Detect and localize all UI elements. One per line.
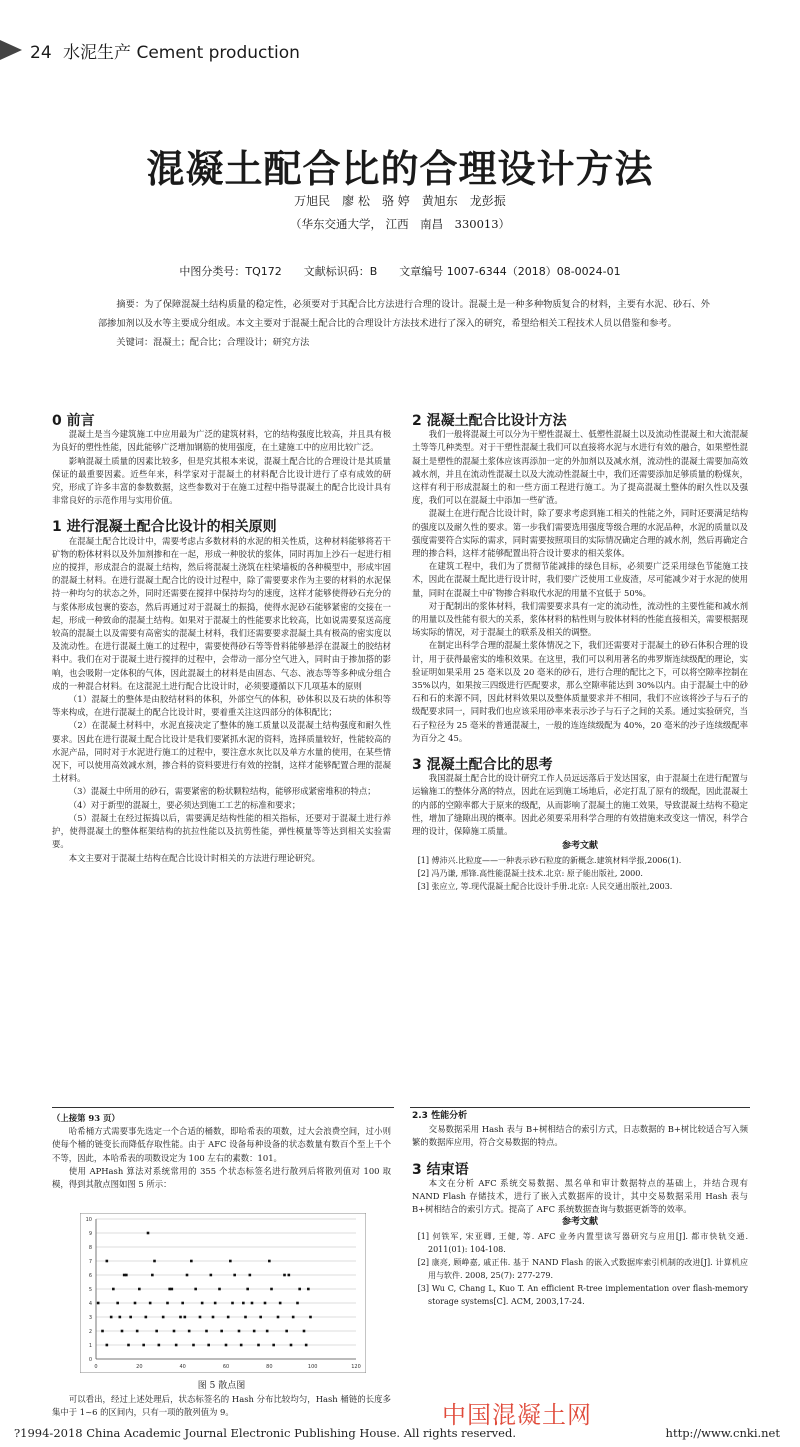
data-point (292, 1316, 295, 1319)
data-point (127, 1344, 130, 1347)
x-tick-label: 100 (307, 1364, 318, 1370)
data-point (125, 1274, 128, 1277)
data-point (188, 1330, 191, 1333)
page-number: 24 (30, 43, 52, 63)
data-point (129, 1316, 132, 1319)
y-tick-label: 4 (88, 1301, 92, 1307)
y-tick-label: 3 (88, 1315, 92, 1321)
data-point (205, 1330, 208, 1333)
data-point (173, 1330, 176, 1333)
data-point (225, 1344, 228, 1347)
scatter-chart (80, 1213, 366, 1373)
data-point (116, 1302, 119, 1305)
data-point (242, 1302, 245, 1305)
data-point (134, 1302, 137, 1305)
data-point (97, 1302, 100, 1305)
affiliation: （华东交通大学， 江西 南昌 330013） (289, 217, 511, 231)
data-point (227, 1316, 230, 1319)
data-point (162, 1316, 165, 1319)
paragraph: 我们一般将混凝土可以分为干塑性混凝土、低塑性混凝土以及流动性混凝土和大流混凝土等等几种类型。对于干塑性混凝土我们可以直接将水泥与水进行有效的融合，如果塑性混凝土是塑性的混凝土浆体应该再添加一定的外加剂以及减水剂，流动性的混凝土需要加高效减水剂，并且在流动性混凝土以及大流动性混凝土中，我们还需要添加足够质量的粉煤灰，这样有利于形成混凝土的和一些方面工程进行施工。为了提高混凝土整体的耐久性以及强度，我们可以在混凝土中添加一些矿渣。 (412, 429, 748, 506)
data-point (285, 1330, 288, 1333)
data-point (147, 1232, 150, 1235)
x-tick-label: 120 (351, 1364, 361, 1370)
data-point (142, 1344, 145, 1347)
data-point (309, 1316, 312, 1319)
section-divider (410, 1107, 750, 1108)
header-tab-marker (0, 40, 22, 60)
paragraph: （4）对于新型的混凝土，要必须达到施工工艺的标准和要求； (68, 799, 301, 810)
data-point (181, 1302, 184, 1305)
paragraph: 在制定出科学合理的混凝土浆体情况之下，我们还需要对于混凝土的砂石体积合理的设计，用于获得最密实的堆积效果。在这里，我们可以利用著名的弗罗斯连续级配的理论，实验证明如果采用 25 毫米以及 20 毫米的砂石，进行合理的配比之下，可以将空隙率控制在 35%以内，如果按三四级进行匹配要求，那么空隙率能达到 30%以内。由于混凝土中的砂石和石的来源不同，因此材料效果以及整体质量要求并不相同，我们不应该将沙子与石子的级配要求同一，同时我们也应该采用砂率来表示沙子与石子之间的关系。通过实验研究，当石子粒径为 25 毫米的普通混凝土，一般的连连续级配为 40%，20 毫米的沙子连续级配率为百分之 45。 (412, 640, 748, 743)
y-tick-label: 7 (88, 1259, 92, 1265)
data-point (190, 1260, 193, 1263)
references-heading: 参考文献 (561, 1217, 598, 1228)
continued-label: （上接第 93 页） (52, 1113, 120, 1123)
data-point (112, 1288, 115, 1291)
abstract (98, 295, 710, 352)
section-divider (52, 1107, 394, 1108)
y-tick-label: 10 (85, 1217, 92, 1223)
x-tick-label: 20 (136, 1364, 143, 1370)
data-point (207, 1344, 210, 1347)
classification-line: 中图分类号：TQ172 文献标识码：B 文章编号 1007-6344（2018）08-0024-01 (179, 265, 621, 278)
data-point (307, 1288, 310, 1291)
paragraph: 影响混凝土质量的因素比较多，但是究其根本来说，混凝土配合比的合理设计是其质量保证的最重要因素。近些年来，科学家对于混凝土的材料配合比设计进行了卓有成效的研究，形成了许多丰富的参数数据，这些参数对于在施工过程中指导混凝土的配合比设计具有非常良好的示范作用与实用价值。 (52, 455, 391, 506)
paragraph: 本文在分析 AFC 系统交易数据、黑名单和审计数据特点的基础上，并结合现有 NAND Flash 存储技术，进行了嵌入式数据库的设计，其中交易数据采用 Hash 表与 B+树相结合的索引方式。提高了 AFC 系统数据查询与数据更新等的效率。 (412, 1177, 748, 1215)
data-point (194, 1288, 197, 1291)
data-point (277, 1316, 280, 1319)
data-point (218, 1288, 221, 1291)
data-point (296, 1302, 299, 1305)
data-point (158, 1344, 161, 1347)
data-point (229, 1260, 232, 1263)
paragraph: 我国混凝土配合比的设计研究工作人员远远落后于发达国家，由于混凝土在进行配置与运输施工的整体分离的特点，因此在运到施工场地后，必定打乱了原有的级配，因此混凝土的内部的空隙率都大于原来的级配，从而影响了混凝土的施工效果，导致混凝土结构不稳定性，增加了缝隙出现的概率。因此必须要采用科学合理的有效措施来改变这一情况，科学合理的设计，保障施工质量。 (412, 773, 748, 837)
section-1-heading: 1 进行混凝土配合比设计的相关原则 (52, 519, 277, 536)
data-point (138, 1288, 141, 1291)
data-point (279, 1302, 282, 1305)
data-point (298, 1288, 301, 1291)
data-point (145, 1316, 148, 1319)
y-tick-label: 8 (88, 1245, 92, 1251)
data-point (179, 1316, 182, 1319)
x-tick-label: 80 (266, 1364, 273, 1370)
paragraph: 使用 APHash 算法对系统常用的 355 个状态标签名进行散列后将散列值对 100 取模，得到其散点图如图 5 所示： (52, 1165, 391, 1190)
site-url: http://www.cnki.net (665, 1426, 780, 1440)
subsection-heading: 2.3 性能分析 (412, 1111, 468, 1121)
page-header (30, 38, 300, 63)
paragraph: 本文主要对于混凝土结构在配合比设计时相关的方法进行理论研究。 (68, 852, 321, 863)
reference-item: [3] 张应立, 等.现代混凝土配合比设计手册.北京: 人民交通出版社,2003. (417, 881, 673, 891)
data-point (270, 1288, 273, 1291)
data-point (153, 1260, 156, 1263)
data-point (244, 1316, 247, 1319)
paragraph: 混凝土是当今建筑施工中应用最为广泛的建筑材料，它的结构强度比较高，并且具有极为良好的塑性性能，因此能够广泛增加钢筋的使用强度，在土建施工中的应用比较广泛。 (52, 429, 391, 453)
data-point (186, 1274, 189, 1277)
journal-name: 水泥生产 Cement production (63, 43, 300, 63)
y-tick-label: 5 (88, 1287, 92, 1293)
data-point (212, 1316, 215, 1319)
data-point (149, 1302, 152, 1305)
continued-left-column-bottom (52, 1393, 391, 1419)
x-tick-label: 40 (179, 1364, 186, 1370)
data-point (288, 1274, 291, 1277)
data-point (303, 1330, 306, 1333)
data-point (266, 1330, 269, 1333)
data-point (199, 1316, 202, 1319)
paragraph: （1）混凝土的整体是由胶结材料的体积，外部空气的体积，砂体积以及石块的体积等等来构成，在进行混凝土的配合比设计时，要着重关注这四部分的体积配比； (52, 694, 391, 718)
figure-caption: 图 5 散点图 (197, 1381, 246, 1391)
continued-left-column (52, 1112, 391, 1191)
data-point (264, 1302, 267, 1305)
data-point (305, 1344, 308, 1347)
y-tick-label: 0 (88, 1357, 92, 1363)
data-point (119, 1316, 122, 1319)
data-point (106, 1344, 109, 1347)
reference-item: [1] 何铁军, 宋亚卿, 王健, 等. AFC 业务内置型读写器研究与应用[J]. 都市快轨交通. 2011(01): 104-108. (417, 1231, 748, 1254)
x-tick-label: 0 (94, 1364, 98, 1370)
data-point (259, 1316, 262, 1319)
data-point (220, 1330, 223, 1333)
data-point (257, 1344, 260, 1347)
data-point (290, 1344, 293, 1347)
y-tick-label: 2 (88, 1329, 92, 1335)
data-point (233, 1274, 236, 1277)
data-point (101, 1330, 104, 1333)
reference-item: [2] 冯乃谦, 邢锋.高性能混凝土技术.北京: 原子能出版社, 2000. (417, 868, 643, 878)
paragraph: 对于配制出的浆体材料，我们需要要求具有一定的流动性，流动性的主要性能和减水剂的用量以及性能有很大的关系，浆体材料的粘性则与胶体材料的性能直接相关，需要根据现场实际的情况，对于混凝土的联系及相关的调整。 (412, 600, 748, 638)
data-point (251, 1302, 254, 1305)
data-point (110, 1316, 113, 1319)
data-point (166, 1302, 169, 1305)
y-tick-label: 1 (88, 1343, 92, 1349)
data-point (136, 1330, 139, 1333)
paragraph: 在建筑工程中，我们为了贯彻节能减排的绿色目标，必须要广泛采用绿色节能施工技术，因此在混凝土配比进行设计时，我们要广泛使用工业废渣，尽可能减少对于水泥的使用量，同时在混凝土中矿物掺合料取代水泥的用量不宜低于 50%。 (412, 561, 748, 598)
data-point (240, 1344, 243, 1347)
y-tick-label: 9 (88, 1231, 92, 1237)
data-point (155, 1330, 158, 1333)
data-point (192, 1344, 195, 1347)
section-3-heading: 3 混凝土配合比的思考 (412, 757, 553, 774)
x-tick-label: 60 (222, 1364, 230, 1370)
authors: 万旭民 廖 松 骆 婷 黄旭东 龙彭振 (294, 194, 506, 208)
data-point (175, 1344, 178, 1347)
abstract-text: 摘要：为了保障混凝土结构质量的稳定性，必须要对于其配合比方法进行合理的设计。混凝土是一种多种物质复合的材料，主要有水泥、砂石、外部掺加剂以及水等主要成分组成。本文主要对于混凝土配合比的合理设计方法技术进行了深入的研究，希望给相关工程技术人员以借鉴和参考。 (98, 299, 710, 329)
article-title: 混凝土配合比的合理设计方法 (146, 146, 654, 191)
reference-item: [2] 康亮, 顾峥嘉, 戚正伟. 基于 NAND Flash 的嵌入式数据库索引机制的改进[J]. 计算机应用与软件. 2008, 25(7): 277-279. (417, 1257, 748, 1280)
data-point (106, 1260, 109, 1263)
reference-item: [3] Wu C, Chang L, Kuo T. An efficient R-tree implementation over flash-memory storage systems[C]. ACM, 2003,17-24. (417, 1283, 748, 1306)
section-heading: 3 结束语 (412, 1161, 469, 1178)
data-point (283, 1274, 286, 1277)
copyright: ?1994-2018 China Academic Journal Electronic Publishing House. All rights reserved. (14, 1426, 516, 1440)
data-point (121, 1330, 124, 1333)
continued-right-column (412, 1110, 748, 1308)
data-point (171, 1288, 174, 1291)
reference-item: [1] 傅沛兴.比粒度——一种表示砂石粒度的新概念.建筑材料学报,2006(1). (417, 855, 682, 865)
paragraph: （2）在混凝土材料中，水泥直接决定了整体的施工质量以及混凝土结构强度和耐久性要求。因此在进行混凝土配合比设计是我们要紧抓水泥的资料，选择质量较好，性能较高的水泥产品，同时对于水泥进行施工的过程中，要注意水灰比以及单方水量的使用，在某些情况下，可以使用高效减水剂，掺合料的资料要进行有效的控制，这样才能够配置合理的混凝土材料。 (52, 720, 391, 784)
data-point (231, 1302, 234, 1305)
data-point (249, 1274, 252, 1277)
data-point (214, 1302, 217, 1305)
article-left-column (52, 415, 391, 865)
data-point (201, 1302, 204, 1305)
data-point (184, 1316, 187, 1319)
data-point (268, 1260, 271, 1263)
section-2-heading: 2 混凝土配合比设计方法 (412, 413, 567, 429)
data-point (272, 1344, 275, 1347)
paragraph: 可以看出，经过上述处理后，状态标签名的 Hash 分布比较均匀，Hash 桶链的长度多集中于 1~6 的区间内，只有一项的散列值为 9。 (52, 1394, 391, 1418)
paragraph: （3）混凝土中所用的砂石，需要紧密的粉状颗粒结构，能够形成紧密堆积的特点； (68, 786, 376, 797)
paragraph: 哈希桶方式需要事先选定一个合适的桶数，即哈希表的项数，过大会浪费空间，过小则使每个桶的链变长而降低存取性能。由于 AFC 设备每种设备的状态数量有数百个至上千个不等，因此，本哈希表的项数设定为 100 左右的素数：101。 (52, 1126, 391, 1163)
data-point (238, 1330, 241, 1333)
section-0-heading: 0 前言 (52, 413, 95, 429)
data-point (151, 1274, 154, 1277)
paragraph: （5）混凝土在经过振捣以后，需要满足结构性能的相关指标，还要对于混凝土进行养护，使得混凝土的整体框架结构的抗拉性能以及抗剪性能，弹性模量等等达到相关实验需要。 (52, 812, 391, 850)
references-heading: 参考文献 (561, 841, 598, 852)
keywords: 关键词：混凝土；配合比；合理设计；研究方法 (116, 337, 310, 348)
copyright-line (14, 1426, 784, 1440)
paragraph: 交易数据采用 Hash 表与 B+树相结合的索引方式，日志数据的 B+树比较适合写入频繁的数据库应用，符合交易数据的特点。 (412, 1124, 748, 1148)
y-tick-label: 6 (88, 1273, 92, 1279)
article-right-column (412, 415, 748, 893)
paragraph: 在混凝土配合比设计中，需要考虑占多数材料的水泥的相关性质，这种材料能够将若干矿物的粉体材料以及外加剂掺和在一起，形成一种胶状的浆体，同时再加上沙石一起进行相应的搅拌，形成混合的混凝土结构，然后将混凝土浇筑在柱梁墙板的各种模型中，形成牢固的混凝土材料。在进行混凝土配合比的设计过程中，除了需要要求作为主要的材料的水泥保持一种均匀的状态之外，同时还需要在搅拌中保持均匀的速度，这样才能够使得砂石充分的与浆体形成包裹的姿态，然后再通过对于混凝土的振捣，使得水泥砂石能够紧密的交接在一起，形成一种致命的混凝土结构。如果对于混凝土的性能要求比较高，比如说需要泵送高度较高的混凝土以及需要有高密实的混凝土材料，我们还需要要求混凝土具有极高的密实度以及流动性。在进行混凝土施工的过程中，需要使得砂石等等骨料能够悬浮在混凝土的胶结材料中。我们在对于混凝土进行搅拌的过程中，会带动一部分空气进入，同时由于掺加搭的影响，也会吸附一定体积的气体，因此混凝土的材料是由固态、气态、液态等等多种成分组合成的一种混合材料。在这混泥土进行配合比设计时，必须要遵循以下几项基本的原则 (52, 535, 391, 691)
data-point (246, 1288, 249, 1291)
watermark: 中国混凝土网 (442, 1401, 592, 1429)
data-point (253, 1330, 256, 1333)
paragraph: 混凝土在进行配合比设计时，除了要求考虑到施工相关的性能之外，同时还要满足结构的强度以及耐久性的要求。第一步我们需要选用强度等级合理的水泥品种，水泥的质量以及强度需要符合实际的需求，同时需要按照项目的实际情况确定合理的减水剂，然后再确定合理的掺合料，这样才能够配置出符合设计要求的相关浆体。 (412, 508, 748, 559)
data-point (210, 1274, 213, 1277)
